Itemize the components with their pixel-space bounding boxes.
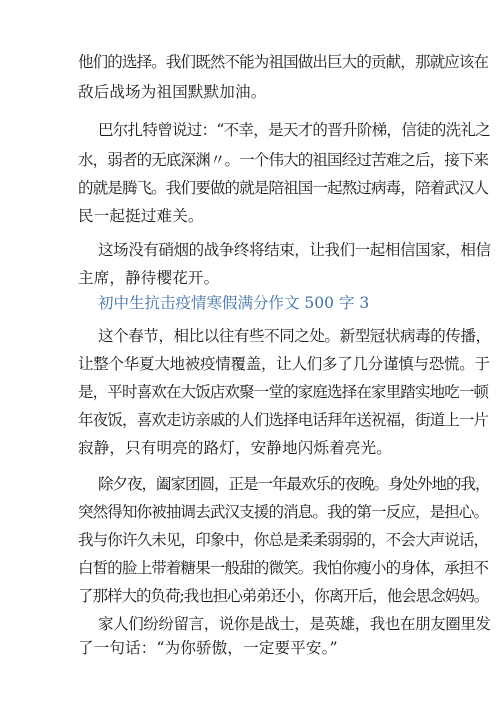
para3-line-1: 这场没有硝烟的战争终将结束，让我们一起相信国家，相信 — [98, 241, 491, 259]
para6-line-1: 家人们纷纷留言，说你是战士，是英雄，我也在朋友圈里发 — [98, 615, 491, 633]
para4-line-4: 年夜饭，喜欢走访亲戚的人们选择电话拜年送祝福，街道上一片 — [78, 411, 489, 429]
para2-line-2: 水，弱者的无底深渊〃。一个伟大的祖国经过苦难之后，接下来 — [78, 151, 489, 169]
para5-line-3: 我与你许久未见，印象中，你总是柔柔弱弱的，不会大声说话， — [78, 531, 489, 549]
para5-line-2: 突然得知你被抽调去武汉支援的消息。我的第一反应，是担心。 — [78, 503, 489, 521]
para5-line-4: 白皙的脸上带着糖果一般甜的微笑。我怕你瘦小的身体，承担不 — [78, 559, 489, 577]
section-heading: 初中生抗击疫情寒假满分作文 500 字 3 — [98, 294, 370, 312]
para6-line-2: 了一句话：“为你骄傲，一定要平安。” — [78, 639, 338, 657]
para5-line-5: 了那样大的负荷;我也担心弟弟还小，你离开后，他会思念妈妈。 — [78, 587, 489, 605]
para4-line-1: 这个春节，相比以往有些不同之处。新型冠状病毒的传播， — [98, 327, 491, 345]
para2-line-4: 民一起挺过难关。 — [78, 207, 204, 225]
para1-line-2: 敌后战场为祖国默默加油。 — [78, 83, 267, 101]
para4-line-5: 寂静，只有明亮的路灯，安静地闪烁着亮光。 — [78, 439, 393, 457]
para4-line-2: 让整个华夏大地被疫情覆盖，让人们多了几分谨慎与恐慌。于 — [78, 355, 490, 373]
para3-line-2: 主席，静待樱花开。 — [78, 269, 220, 287]
para2-line-3: 的就是腾飞。我们要做的就是陪祖国一起熬过病毒，陪着武汉人 — [78, 179, 489, 197]
para5-line-1: 除夕夜，阖家团圆，正是一年最欢乐的夜晚。身处外地的我， — [98, 475, 490, 493]
para1-line-1: 他们的选择。我们既然不能为祖国做出巨大的贡献，那就应该在 — [78, 53, 489, 71]
para4-line-3: 是，平时喜欢在大饭店欢聚一堂的家庭选择在家里踏实地吃一顿 — [78, 383, 489, 401]
para2-line-1: 巴尔扎特曾说过：“不幸，是天才的晋升阶梯，信徒的洗礼之 — [98, 121, 491, 139]
